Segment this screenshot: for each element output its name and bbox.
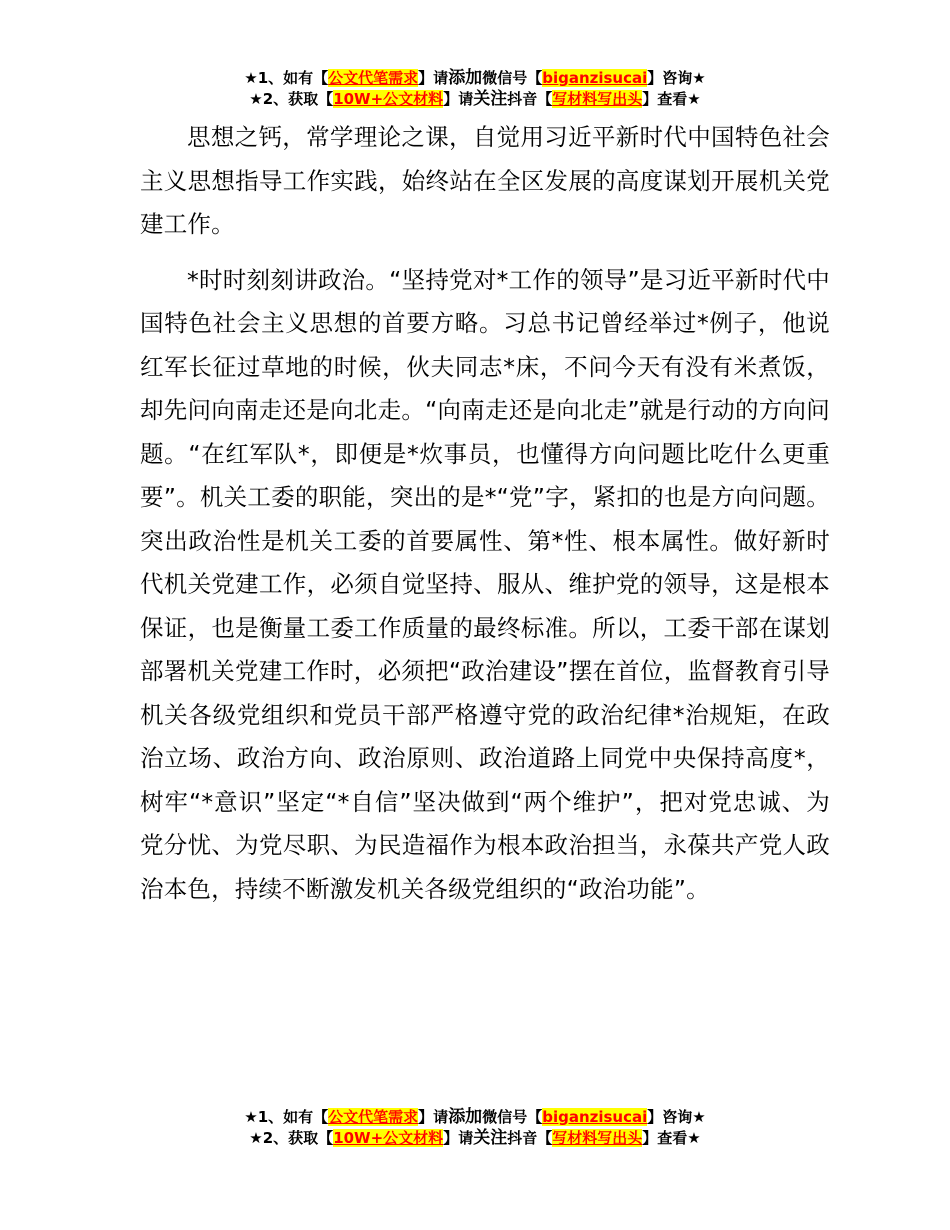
banner-emphasis: 关注 <box>473 89 508 109</box>
highlight-service: 公文代笔需求 <box>328 1108 419 1126</box>
highlight-wechat-id: biganzisucai <box>542 69 648 87</box>
banner-text: ★2、获取【 <box>249 90 334 108</box>
banner-text: 微信号【 <box>482 1108 543 1126</box>
banner-text: 】请 <box>418 1108 449 1126</box>
banner-text: 抖音【 <box>507 1129 553 1147</box>
banner-text: 】咨询★ <box>647 1108 706 1126</box>
banner-emphasis: 关注 <box>473 1128 508 1148</box>
banner-text: 】咨询★ <box>647 69 706 87</box>
banner-emphasis: 添加 <box>448 68 483 88</box>
highlight-materials: 10W+公文材料 <box>333 90 444 108</box>
footer-banner <box>0 1107 950 1149</box>
banner-text: 】请 <box>443 90 474 108</box>
highlight-douyin-id: 写材料写出头 <box>552 90 643 108</box>
banner-emphasis: 添加 <box>448 1107 483 1127</box>
banner-text: 】请 <box>418 69 449 87</box>
highlight-materials: 10W+公文材料 <box>333 1129 444 1147</box>
highlight-service: 公文代笔需求 <box>328 69 419 87</box>
banner-text: 抖音【 <box>507 90 553 108</box>
banner-text: 】请 <box>443 1129 474 1147</box>
banner-text: ★1、如有【 <box>244 1108 329 1126</box>
banner-text: 】查看★ <box>642 90 701 108</box>
banner-line-1 <box>0 68 950 89</box>
document-body <box>140 116 830 911</box>
banner-text: 】查看★ <box>642 1129 701 1147</box>
header-banner <box>0 68 950 110</box>
banner-line-2 <box>0 1128 950 1149</box>
banner-line-1 <box>0 1107 950 1128</box>
banner-text: ★2、获取【 <box>249 1129 334 1147</box>
paragraph: 思想之钙，常学理论之课，自觉用习近平新时代中国特色社会主义思想指导工作实践，始终站在全区发展的高度谋划开展机关党建工作。 <box>140 123 830 238</box>
highlight-wechat-id: biganzisucai <box>542 1108 648 1126</box>
banner-line-2 <box>0 89 950 110</box>
paragraph: *时时刻刻讲政治。“坚持党对*工作的领导”是习近平新时代中国特色社会主义思想的首要方略。习总书记曾经举过*例子，他说红军长征过草地的时候，伙夫同志*床，不问今天有没有米煮饭，却先问向南走还是向北走。“向南走还是向北走”就是行动的方向问题。“在红军队*，即便是*炊事员，也懂得方向问题比吃什么更重要”。机关工委的职能，突出的是*“党”字，紧扣的也是方向问题。突出政治性是机关工委的首要属性、第*性、根本属性。做好新时代机关党建工作，必须自觉坚持、服从、维护党的领导，这是根本保证，也是衡量工委工作质量的最终标准。所以，工委干部在谋划部署机关党建工作时，必须把“政治建设”摆在首位，监督教育引导机关各级党组织和党员干部严格遵守党的政治纪律*治规矩，在政治立场、政治方向、政治原则、政治道路上同党中央保持高度*，树牢“*意识”坚定“*自信”坚决做到“两个维护”，把对党忠诚、为党分忧、为党尽职、为民造福作为根本政治担当，永葆共产党人政治本色，持续不断激发机关各级党组织的“政治功能”。 <box>140 265 830 903</box>
highlight-douyin-id: 写材料写出头 <box>552 1129 643 1147</box>
banner-text: 微信号【 <box>482 69 543 87</box>
banner-text: ★1、如有【 <box>244 69 329 87</box>
